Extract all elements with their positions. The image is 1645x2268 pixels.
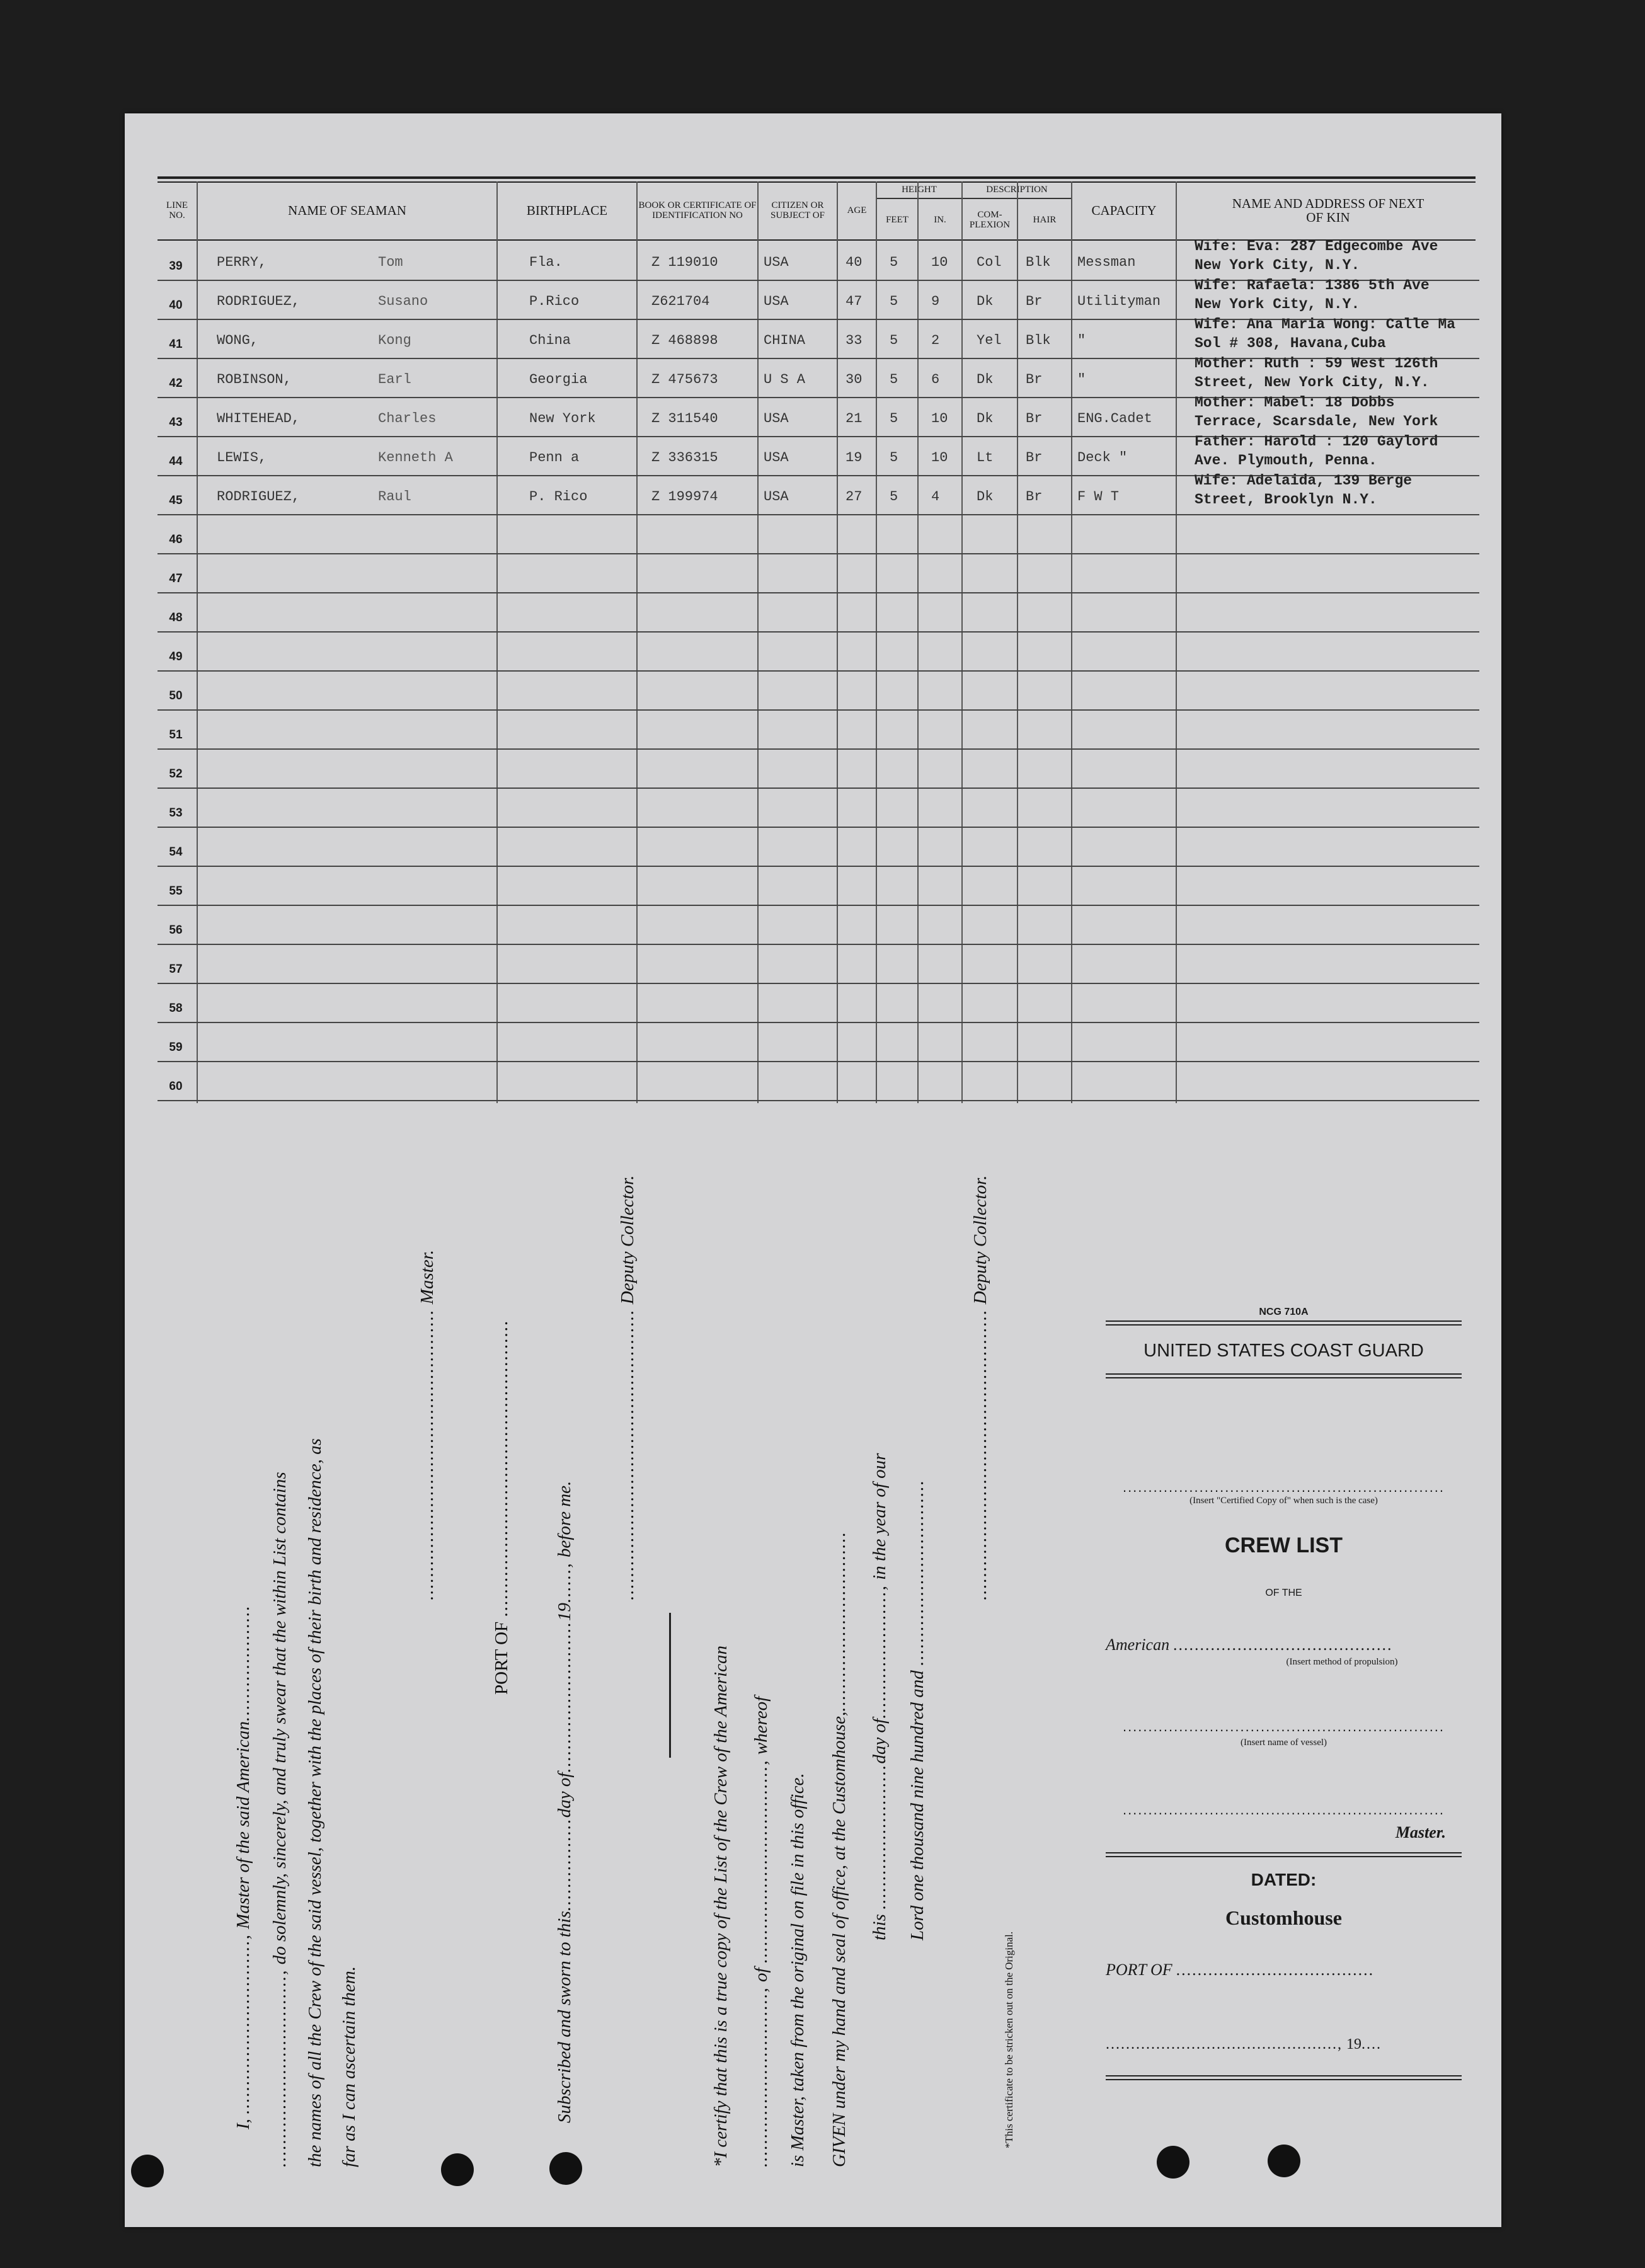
line-number: 51	[169, 728, 183, 742]
top-rule	[158, 176, 1476, 179]
oath-line-3: the names of all the Crew of the said vessel, together with the places of their birth and residence, as	[305, 1438, 325, 2167]
citizen: USA	[764, 255, 789, 270]
panel-rule	[1106, 1852, 1462, 1857]
line-number: 56	[169, 924, 183, 937]
height-feet: 5	[890, 255, 898, 270]
kin-line-1: Wife: Eva: 287 Edgecombe Ave	[1195, 238, 1438, 255]
citizen: USA	[764, 294, 789, 309]
citizen: USA	[764, 489, 789, 505]
table-row	[158, 709, 1479, 750]
table-row	[158, 905, 1479, 945]
capacity: Utilityman	[1077, 294, 1161, 309]
line-number: 54	[169, 845, 183, 859]
book-number: Z 119010	[651, 255, 718, 270]
height-in: 10	[931, 411, 948, 427]
height-feet: 5	[890, 450, 898, 466]
insert-vessel-note: (Insert name of vessel)	[1240, 1738, 1327, 1748]
agency-title: UNITED STATES COAST GUARD	[1143, 1341, 1424, 1361]
name-given: Kenneth A	[378, 450, 453, 466]
citizen: CHINA	[764, 333, 806, 348]
customhouse-label: Customhouse	[1225, 1906, 1342, 1929]
height-in: 10	[931, 255, 948, 270]
next-of-kin	[1195, 393, 1438, 431]
birthplace: China	[529, 333, 571, 348]
name-surname: RODRIGUEZ,	[217, 294, 301, 309]
master-label: Master.	[1395, 1823, 1446, 1841]
table-row	[158, 670, 1479, 711]
line-number: 39	[169, 260, 183, 273]
port-of-panel: PORT OF .....................................	[1106, 1961, 1375, 1979]
complexion: Yel	[977, 333, 1002, 348]
table-row	[158, 748, 1479, 789]
table-row	[158, 355, 1479, 398]
next-of-kin	[1195, 237, 1438, 275]
given-line: GIVEN under my hand and seal of office, at the Customhouse,...............................	[829, 1530, 849, 2167]
header-complexion: COM- PLEXION	[963, 200, 1018, 239]
line-number: 44	[169, 455, 183, 468]
kin-line-1: Mother: Ruth : 59 West 126th	[1195, 355, 1438, 372]
name-surname: PERRY,	[217, 255, 267, 270]
line-number: 57	[169, 963, 183, 976]
oath-line-4: far as I can ascertain them.	[339, 1966, 359, 2167]
header-description: DESCRIPTION	[963, 181, 1072, 199]
kin-line-1: Father: Harold : 120 Gaylord	[1195, 433, 1438, 450]
book-number: Z 199974	[651, 489, 718, 505]
header-in: IN.	[919, 200, 963, 239]
header-line-no: LINE NO.	[158, 181, 198, 239]
table-row	[158, 316, 1479, 359]
citizen: U S A	[764, 372, 806, 387]
panel-rule	[1106, 1320, 1462, 1326]
hair: Br	[1026, 294, 1043, 309]
kin-line-2: Ave. Plymouth, Penna.	[1195, 452, 1377, 469]
book-number: Z621704	[651, 294, 710, 309]
header-book: BOOK OR CERTIFICATE OF IDENTIFICATION NO	[638, 181, 759, 239]
table-row	[158, 433, 1479, 476]
deputy-collector-line: .................................................. Deputy Collector.	[617, 1175, 638, 1600]
divider	[669, 1613, 671, 1758]
port-of-line: PORT OF ...................................................	[491, 1319, 512, 1695]
footnote: *This certificate to be stricken out on the Original.	[1003, 1931, 1015, 2148]
height-feet: 5	[890, 411, 898, 427]
capacity: F W T	[1077, 489, 1120, 505]
form-number: NCG 710A	[1259, 1307, 1309, 1317]
line-number: 53	[169, 806, 183, 820]
line-number: 55	[169, 885, 183, 898]
kin-line-2: Street, Brooklyn N.Y.	[1195, 491, 1377, 508]
line-number: 60	[169, 1080, 183, 1093]
name-given: Kong	[378, 333, 411, 348]
punch-hole	[1268, 2145, 1300, 2177]
capacity: Messman	[1077, 255, 1136, 270]
line-number: 49	[169, 650, 183, 663]
table-row	[158, 394, 1479, 437]
complexion: Lt	[977, 450, 994, 466]
next-of-kin	[1195, 315, 1455, 353]
birthplace: Penn a	[529, 450, 580, 466]
kin-line-2: New York City, N.Y.	[1195, 296, 1360, 312]
header-kin: NAME AND ADDRESS OF NEXT OF KIN	[1232, 196, 1424, 225]
line-number: 50	[169, 689, 183, 702]
height-feet: 5	[890, 372, 898, 387]
line-number: 59	[169, 1041, 183, 1054]
master-signature-line: .................................................. Master.	[417, 1250, 437, 1600]
header-height: HEIGHT	[877, 181, 963, 199]
kin-line-1: Wife: Ana Maria Wong: Calle Ma	[1195, 316, 1456, 333]
book-number: Z 475673	[651, 372, 718, 387]
capacity: ENG.Cadet	[1077, 411, 1152, 427]
punch-hole	[131, 2155, 164, 2187]
crew-list-title: CREW LIST	[1225, 1533, 1343, 1557]
height-in: 10	[931, 450, 948, 466]
punch-hole	[549, 2152, 582, 2185]
capacity: "	[1077, 333, 1086, 348]
this-day-line: this .........................day of......................, in the year of our	[869, 1453, 890, 1940]
complexion: Dk	[977, 489, 994, 505]
table-row	[158, 514, 1479, 554]
book-number: Z 311540	[651, 411, 718, 427]
complexion: Dk	[977, 411, 994, 427]
kin-line-2: Sol # 308, Havana,Cuba	[1195, 335, 1386, 352]
hair: Blk	[1026, 255, 1051, 270]
insert-propulsion-note: (Insert method of propulsion)	[1286, 1657, 1398, 1667]
punch-hole	[441, 2153, 474, 2186]
height-in: 2	[931, 333, 940, 348]
hair: Br	[1026, 411, 1043, 427]
table-row	[158, 277, 1479, 320]
birthplace: P. Rico	[529, 489, 588, 505]
header-capacity: CAPACITY	[1072, 181, 1177, 239]
height-in: 9	[931, 294, 940, 309]
age: 27	[845, 489, 863, 505]
oath-line-2: ................................., do solemnly, sincerely, and truly swear that the within List contains	[270, 1472, 290, 2167]
name-given: Earl	[378, 372, 411, 387]
vessel-name-blank: ...............................................................	[1122, 1719, 1445, 1734]
name-surname: WONG,	[217, 333, 259, 348]
line-number: 43	[169, 416, 183, 429]
table-row	[158, 1022, 1479, 1062]
name-given: Tom	[378, 255, 403, 270]
table-row	[158, 472, 1479, 515]
kin-line-2: Terrace, Scarsdale, New York	[1195, 413, 1438, 430]
kin-line-2: Street, New York City, N.Y.	[1195, 374, 1430, 391]
table-row	[158, 866, 1479, 906]
kin-line-1: Mother: Mabel: 18 Dobbs	[1195, 394, 1395, 411]
next-of-kin	[1195, 276, 1430, 314]
kin-line-2: New York City, N.Y.	[1195, 257, 1360, 273]
header-age: AGE	[838, 181, 877, 239]
age: 47	[845, 294, 863, 309]
dated-label: DATED:	[1251, 1870, 1317, 1889]
certified-copy-blank: ...............................................................	[1122, 1479, 1445, 1495]
citizen: USA	[764, 411, 789, 427]
header-feet: FEET	[877, 200, 919, 239]
hair: Br	[1026, 489, 1043, 505]
line-number: 48	[169, 611, 183, 624]
table-row	[158, 238, 1479, 281]
name-surname: RODRIGUEZ,	[217, 489, 301, 505]
name-surname: ROBINSON,	[217, 372, 292, 387]
book-number: Z 468898	[651, 333, 718, 348]
name-given: Susano	[378, 294, 428, 309]
line-number: 45	[169, 494, 183, 507]
panel-rule	[1106, 2075, 1462, 2080]
line-number: 42	[169, 377, 183, 390]
table-row	[158, 944, 1479, 984]
age: 30	[845, 372, 863, 387]
birthplace: Fla.	[529, 255, 563, 270]
line-number: 46	[169, 533, 183, 546]
hair: Br	[1026, 450, 1043, 466]
table-row	[158, 788, 1479, 828]
height-feet: 5	[890, 489, 898, 505]
line-number: 52	[169, 767, 183, 781]
book-number: Z 336315	[651, 450, 718, 466]
name-given: Charles	[378, 411, 437, 427]
name-surname: LEWIS,	[217, 450, 267, 466]
insert-certified-note: (Insert "Certified Copy of" when such is the case)	[1189, 1496, 1378, 1506]
header-hair: HAIR	[1018, 200, 1072, 239]
of-the-label: OF THE	[1265, 1588, 1302, 1598]
citizen: USA	[764, 450, 789, 466]
age: 21	[845, 411, 863, 427]
name-given: Raul	[378, 489, 411, 505]
name-surname: WHITEHEAD,	[217, 411, 301, 427]
table-row	[158, 1061, 1479, 1101]
deputy-collector-line-2: .................................................. Deputy Collector.	[970, 1175, 990, 1600]
line-number: 40	[169, 299, 183, 312]
master-blank: ...............................................................	[1122, 1802, 1445, 1818]
next-of-kin	[1195, 432, 1438, 470]
height-feet: 5	[890, 333, 898, 348]
header-name: NAME OF SEAMAN	[198, 181, 498, 239]
line-number: 58	[169, 1002, 183, 1015]
punch-hole	[1157, 2146, 1189, 2179]
panel-date-line: .............................................., 19....	[1106, 2036, 1382, 2053]
capacity: "	[1077, 372, 1086, 387]
table-row	[158, 553, 1479, 593]
table-row	[158, 631, 1479, 672]
capacity: Deck "	[1077, 450, 1128, 466]
age: 40	[845, 255, 863, 270]
subscribed-line: Subscribed and sworn to this................day of..........................19......, before me.	[554, 1480, 575, 2123]
of-whereof-line: .............................., of .................................., whereof	[751, 1696, 771, 2167]
panel-rule	[1106, 1373, 1462, 1378]
american-line: American .........................................	[1106, 1635, 1394, 1654]
birthplace: P.Rico	[529, 294, 580, 309]
is-master-line: is Master, taken from the original on file in this office.	[788, 1773, 808, 2167]
oath-line-1: I, .............................., Master of the said American....................	[233, 1605, 253, 2129]
line-number: 47	[169, 572, 183, 585]
line-number: 41	[169, 338, 183, 351]
table-row	[158, 983, 1479, 1023]
kin-line-1: Wife: Rafaela: 1386 5th Ave	[1195, 277, 1430, 294]
kin-line-1: Wife: Adelaida, 139 Berge	[1195, 472, 1413, 489]
complexion: Col	[977, 255, 1002, 270]
height-feet: 5	[890, 294, 898, 309]
certify-line: *I certify that this is a true copy of the List of the Crew of the American	[711, 1645, 731, 2167]
complexion: Dk	[977, 294, 994, 309]
hair: Blk	[1026, 333, 1051, 348]
header-birthplace: BIRTHPLACE	[498, 181, 638, 239]
complexion: Dk	[977, 372, 994, 387]
birthplace: New York	[529, 411, 596, 427]
age: 19	[845, 450, 863, 466]
birthplace: Georgia	[529, 372, 588, 387]
height-in: 4	[931, 489, 940, 505]
lord-line: Lord one thousand nine hundred and ................................	[907, 1479, 927, 1940]
hair: Br	[1026, 372, 1043, 387]
header-citizen: CITIZEN OR SUBJECT OF	[759, 181, 838, 239]
table-row	[158, 592, 1479, 633]
height-in: 6	[931, 372, 940, 387]
table-row	[158, 827, 1479, 867]
next-of-kin	[1195, 471, 1412, 509]
age: 33	[845, 333, 863, 348]
next-of-kin	[1195, 354, 1438, 392]
